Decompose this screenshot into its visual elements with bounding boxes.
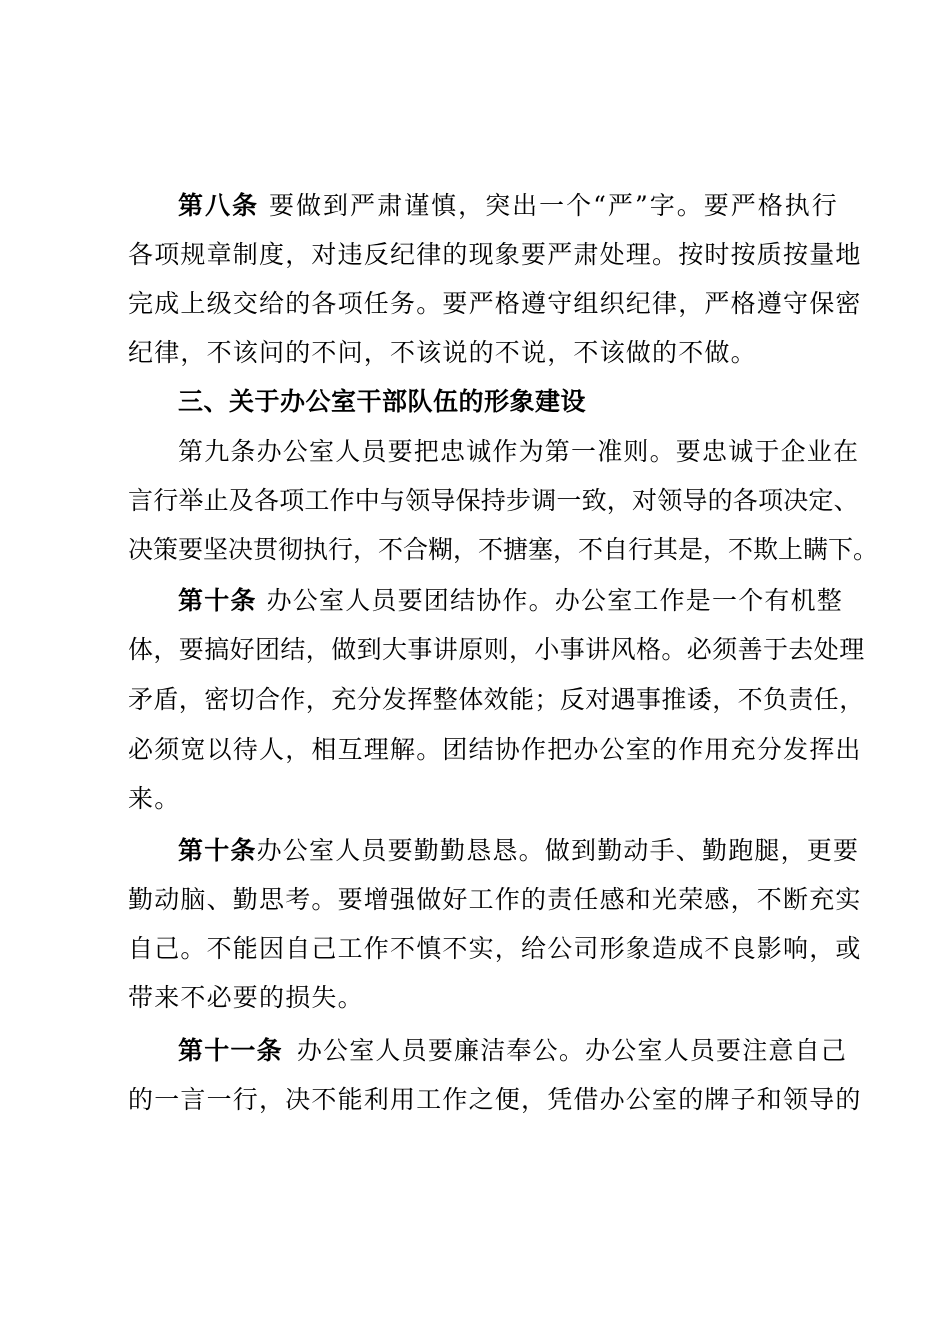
article-10a-line-1 [178,584,844,618]
article-10b-line-1 [178,834,860,868]
article-11-line-2: 的一言一行，决不能利用工作之便，凭借办公室的牌子和领导的 [128,1085,862,1114]
article-10b-line-2: 勤动脑、勤思考。要增强做好工作的责任感和光荣感，不断充实 [128,885,862,914]
article-10a-line-5: 来。 [128,784,181,813]
article-9-line-2: 言行举止及各项工作中与领导保持步调一致，对领导的各项决定、 [128,486,859,515]
article-10a-line-4: 必须宽以待人，相互理解。团结协作把办公室的作用充分发挥出 [128,735,862,764]
article-9-line-3: 决策要坚决贯彻执行，不合糊，不搪塞，不自行其是，不欺上瞒下。 [128,535,879,564]
article-9-line-1: 第九条办公室人员要把忠诚作为第一准则。要忠诚于企业在 [178,437,860,466]
article-8-line-4: 纪律，不该问的不问，不该说的不说，不该做的不做。 [128,338,757,367]
section-3-heading: 三、关于办公室干部队伍的形象建设 [178,387,587,416]
article-10a-text-1: 办公室人员要团结协作。办公室工作是一个有机整 [266,586,844,615]
article-11-text-1: 办公室人员要廉洁奉公。办公室人员要注意自己 [296,1036,848,1065]
article-8-text-1: 要做到严肃谨慎，突出一个“严”字。要严格执行 [269,191,838,220]
article-10b-line-4: 带来不必要的损失。 [128,983,364,1012]
article-10a-label: 第十条 [178,586,257,615]
article-10b-label: 第十条 [178,836,257,865]
article-11-label: 第十一条 [178,1036,283,1065]
article-8-line-3: 完成上级交给的各项任务。要严格遵守组织纪律，严格遵守保密 [128,289,862,318]
article-10a-line-2: 体，要搞好团结，做到大事讲原则，小事讲风格。必须善于去处理 [128,635,865,664]
article-10a-line-3: 矛盾，密切合作，充分发挥整体效能；反对遇事推诿，不负责任， [128,685,865,714]
article-11-line-1 [178,1034,848,1068]
article-10b-text-1: 办公室人员要勤勤恳恳。做到勤动手、勤跑腿，更要 [256,836,860,865]
article-8-line-2: 各项规章制度，对违反纪律的现象要严肃处理。按时按质按量地 [128,240,862,269]
article-8-line-1 [178,189,838,223]
article-10b-line-3: 自己。不能因自己工作不慎不实，给公司形象造成不良影响，或 [128,934,862,963]
article-8-label: 第八条 [178,191,260,220]
